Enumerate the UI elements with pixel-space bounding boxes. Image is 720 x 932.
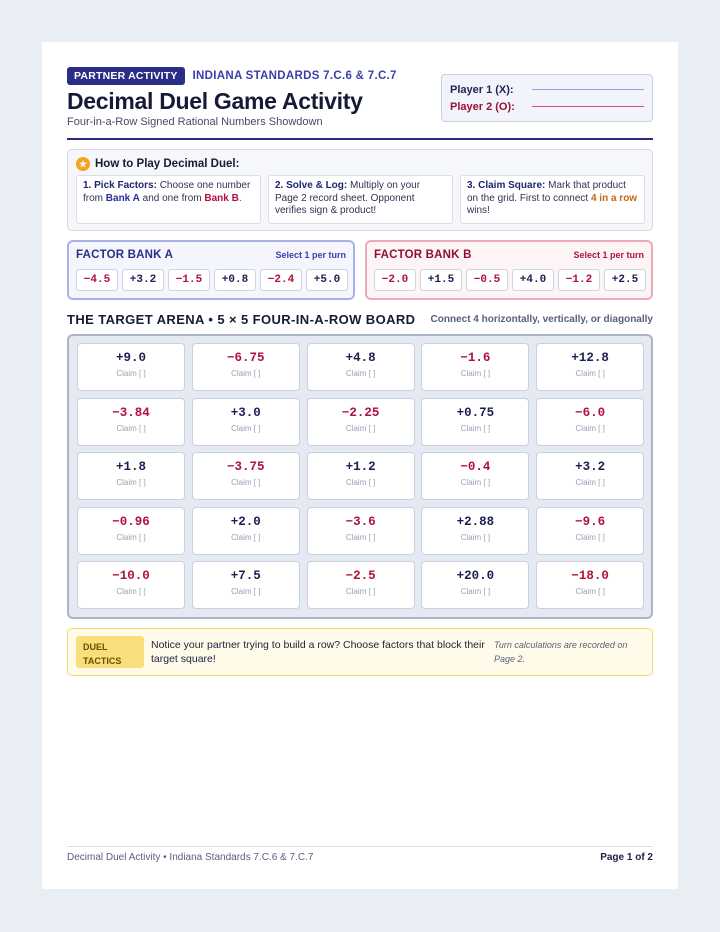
- board-cell-value: −9.6: [575, 514, 606, 529]
- step-1-bank-a: Bank A: [105, 192, 140, 204]
- board-cell-claim[interactable]: Claim [ ]: [231, 423, 261, 433]
- factor-chip[interactable]: +1.5: [420, 269, 462, 291]
- factor-bank-b: [365, 240, 653, 300]
- factor-chip[interactable]: −4.5: [76, 269, 118, 291]
- board-cell[interactable]: [307, 452, 415, 500]
- board-cell[interactable]: [536, 561, 644, 609]
- board-cell[interactable]: [77, 507, 185, 555]
- board-cell-value: +12.8: [571, 351, 609, 365]
- board-cell-claim[interactable]: Claim [ ]: [116, 369, 146, 378]
- duel-tactics-callout: [67, 628, 653, 676]
- step-1-text-b: and one from: [139, 192, 205, 204]
- board-cell-value: +9.0: [115, 351, 146, 365]
- board-cell-claim[interactable]: Claim [ ]: [116, 532, 146, 542]
- step-solve-log: [268, 175, 453, 224]
- board-cell[interactable]: [77, 398, 185, 446]
- arena-title: THE TARGET ARENA • 5 × 5 FOUR-IN-A-ROW BOARD: [67, 312, 416, 327]
- board-cell-value: −1.6: [460, 351, 491, 365]
- player-names-box: [441, 74, 653, 122]
- board-cell[interactable]: [192, 343, 300, 391]
- board-cell-claim[interactable]: Claim [ ]: [460, 369, 491, 378]
- target-arena-board: [67, 334, 653, 619]
- factor-chip[interactable]: +5.0: [306, 269, 348, 291]
- board-cell-value: +0.75: [456, 405, 495, 420]
- board-cell[interactable]: [421, 343, 529, 391]
- board-cell-value: +20.0: [456, 569, 495, 584]
- board-cell[interactable]: [536, 507, 644, 555]
- board-cell-claim[interactable]: Claim [ ]: [575, 369, 605, 378]
- factor-chip[interactable]: −1.2: [558, 269, 600, 291]
- player-1-label: Player 1 (X):: [450, 83, 514, 96]
- board-cell[interactable]: [421, 507, 529, 555]
- factor-bank-a-note: Select 1 per turn: [275, 250, 346, 260]
- step-3-text-a: Mark that product on the grid. First to connect: [467, 180, 626, 204]
- board-cell-claim[interactable]: Claim [ ]: [345, 369, 376, 378]
- board-cell-value: −2.5: [345, 569, 376, 584]
- board-cell-claim[interactable]: Claim [ ]: [345, 587, 376, 597]
- factor-chip[interactable]: −2.4: [260, 269, 302, 291]
- duel-tactics-tag-line-2: TACTICS: [83, 656, 122, 666]
- board-cell-claim[interactable]: Claim [ ]: [575, 478, 605, 488]
- board-cell-value: −6.75: [227, 351, 265, 365]
- board-cell-value: −0.96: [112, 514, 150, 529]
- board-cell-value: −2.25: [341, 405, 380, 420]
- activity-badge: PARTNER ACTIVITY: [67, 67, 185, 85]
- how-to-play-panel: [67, 149, 653, 231]
- duel-tactics-text: Notice your partner trying to build a row? Choose factors that block their target square!: [151, 639, 485, 665]
- factor-chip[interactable]: +3.2: [122, 269, 164, 291]
- step-2-text: Multiply on your Page 2 record sheet. Opponent verifies sign & product!: [275, 180, 421, 216]
- board-cell[interactable]: [307, 507, 415, 555]
- board-cell[interactable]: [307, 561, 415, 609]
- board-cell-value: −3.75: [227, 460, 265, 475]
- board-cell-value: +7.5: [230, 569, 261, 584]
- duel-tactics-side-note: Turn calculations are recorded on Page 2.: [494, 640, 628, 664]
- page-title: Decimal Duel Game Activity: [67, 88, 363, 114]
- board-cell-value: +2.0: [230, 514, 261, 529]
- page-number: Page 1 of 2: [600, 852, 653, 863]
- player-2-label: Player 2 (O):: [450, 100, 515, 113]
- factor-bank-b-note: Select 1 per turn: [573, 250, 644, 260]
- board-cell-value: −18.0: [571, 569, 609, 584]
- board-cell-value: +1.2: [345, 460, 376, 475]
- how-to-play-heading: [76, 157, 239, 171]
- board-cell-claim[interactable]: Claim [ ]: [345, 423, 376, 433]
- factor-bank-a: [67, 240, 355, 300]
- page-subtitle: Four-in-a-Row Signed Rational Numbers Showdown: [67, 116, 323, 128]
- worksheet-page: [42, 42, 678, 889]
- board-cell-claim[interactable]: Claim [ ]: [231, 587, 261, 597]
- board-cell[interactable]: [421, 561, 529, 609]
- factor-bank-a-title: FACTOR BANK A: [76, 249, 174, 261]
- header-divider: [67, 138, 653, 140]
- board-cell-claim[interactable]: Claim [ ]: [460, 532, 491, 542]
- board-cell[interactable]: [421, 398, 529, 446]
- board-cell-value: +4.8: [345, 351, 376, 365]
- board-cell[interactable]: [192, 507, 300, 555]
- board-cell-claim[interactable]: Claim [ ]: [116, 478, 146, 488]
- board-cell-claim[interactable]: Claim [ ]: [345, 478, 376, 488]
- board-cell-claim[interactable]: Claim [ ]: [116, 587, 146, 597]
- step-3-win-rule: 4 in a row: [590, 192, 638, 204]
- board-cell-claim[interactable]: Claim [ ]: [231, 478, 261, 488]
- board-cell-value: +2.88: [456, 514, 495, 529]
- board-cell-value: −10.0: [112, 569, 150, 584]
- duel-tactics-tag-line-1: DUEL: [83, 642, 108, 652]
- star-icon: ★: [76, 157, 90, 171]
- duel-tactics-tag: [76, 636, 144, 668]
- board-cell-value: +3.2: [575, 460, 606, 475]
- factor-chip[interactable]: −0.5: [466, 269, 508, 291]
- board-cell-claim[interactable]: Claim [ ]: [460, 478, 491, 488]
- arena-instructions: Connect 4 horizontally, vertically, or diagonally: [430, 314, 653, 325]
- board-cell[interactable]: [536, 398, 644, 446]
- factor-bank-b-chips: [374, 269, 646, 291]
- board-cell-claim[interactable]: Claim [ ]: [231, 532, 261, 542]
- board-cell-claim[interactable]: Claim [ ]: [575, 532, 605, 542]
- factor-bank-b-title: FACTOR BANK B: [374, 249, 472, 261]
- step-1-text-a: Choose one number from: [83, 180, 251, 204]
- board-cell-claim[interactable]: Claim [ ]: [575, 423, 605, 433]
- board-cell-claim[interactable]: Claim [ ]: [231, 369, 261, 378]
- board-cell[interactable]: [77, 452, 185, 500]
- how-to-play-title: How to Play Decimal Duel:: [95, 158, 240, 170]
- board-cell[interactable]: [307, 343, 415, 391]
- factor-chip[interactable]: +4.0: [512, 269, 554, 291]
- board-cell[interactable]: [536, 343, 644, 391]
- board-cell-claim[interactable]: Claim [ ]: [575, 587, 605, 597]
- header-badges: [67, 67, 397, 85]
- board-cell-value: −3.84: [112, 405, 150, 420]
- board-cell[interactable]: [421, 452, 529, 500]
- factor-chip[interactable]: −1.5: [168, 269, 210, 291]
- board-cell[interactable]: [536, 452, 644, 500]
- step-1-heading: 1. Pick Factors:: [83, 180, 157, 191]
- board-cell-claim[interactable]: Claim [ ]: [460, 423, 491, 433]
- footer-divider: [67, 846, 653, 847]
- board-cell-value: −0.4: [460, 460, 491, 475]
- factor-chip[interactable]: −2.0: [374, 269, 416, 291]
- board-cell-value: +1.8: [115, 460, 146, 475]
- player-1-name-field[interactable]: [532, 89, 644, 90]
- player-2-name-field[interactable]: [532, 106, 644, 107]
- standards-label: INDIANA STANDARDS 7.C.6 & 7.C.7: [192, 70, 397, 82]
- step-pick-factors: [76, 175, 261, 224]
- board-cell[interactable]: [77, 561, 185, 609]
- step-1-bank-b: Bank B: [204, 192, 239, 204]
- board-cell-claim[interactable]: Claim [ ]: [116, 423, 146, 433]
- step-3-text-b: wins!: [467, 205, 490, 216]
- board-cell-value: −3.6: [345, 514, 376, 529]
- factor-chip[interactable]: +2.5: [604, 269, 646, 291]
- board-cell-claim[interactable]: Claim [ ]: [345, 532, 376, 542]
- step-2-heading: 2. Solve & Log:: [275, 180, 348, 191]
- step-1-text-c: .: [238, 192, 242, 204]
- factor-bank-a-chips: [76, 269, 348, 291]
- board-cell[interactable]: [77, 343, 185, 391]
- player-1-line: [450, 81, 644, 98]
- board-cell[interactable]: [192, 452, 300, 500]
- board-cell[interactable]: [192, 561, 300, 609]
- step-claim-square: [460, 175, 645, 224]
- footer-label: Decimal Duel Activity • Indiana Standards 7.C.6 & 7.C.7: [67, 852, 314, 863]
- step-3-heading: 3. Claim Square:: [467, 180, 546, 191]
- factor-chip[interactable]: +0.8: [214, 269, 256, 291]
- board-cell-claim[interactable]: Claim [ ]: [460, 587, 491, 597]
- board-cell[interactable]: [192, 398, 300, 446]
- board-cell-value: −6.0: [575, 405, 606, 420]
- player-2-line: [450, 98, 644, 115]
- board-cell-value: +3.0: [230, 405, 261, 420]
- board-cell[interactable]: [307, 398, 415, 446]
